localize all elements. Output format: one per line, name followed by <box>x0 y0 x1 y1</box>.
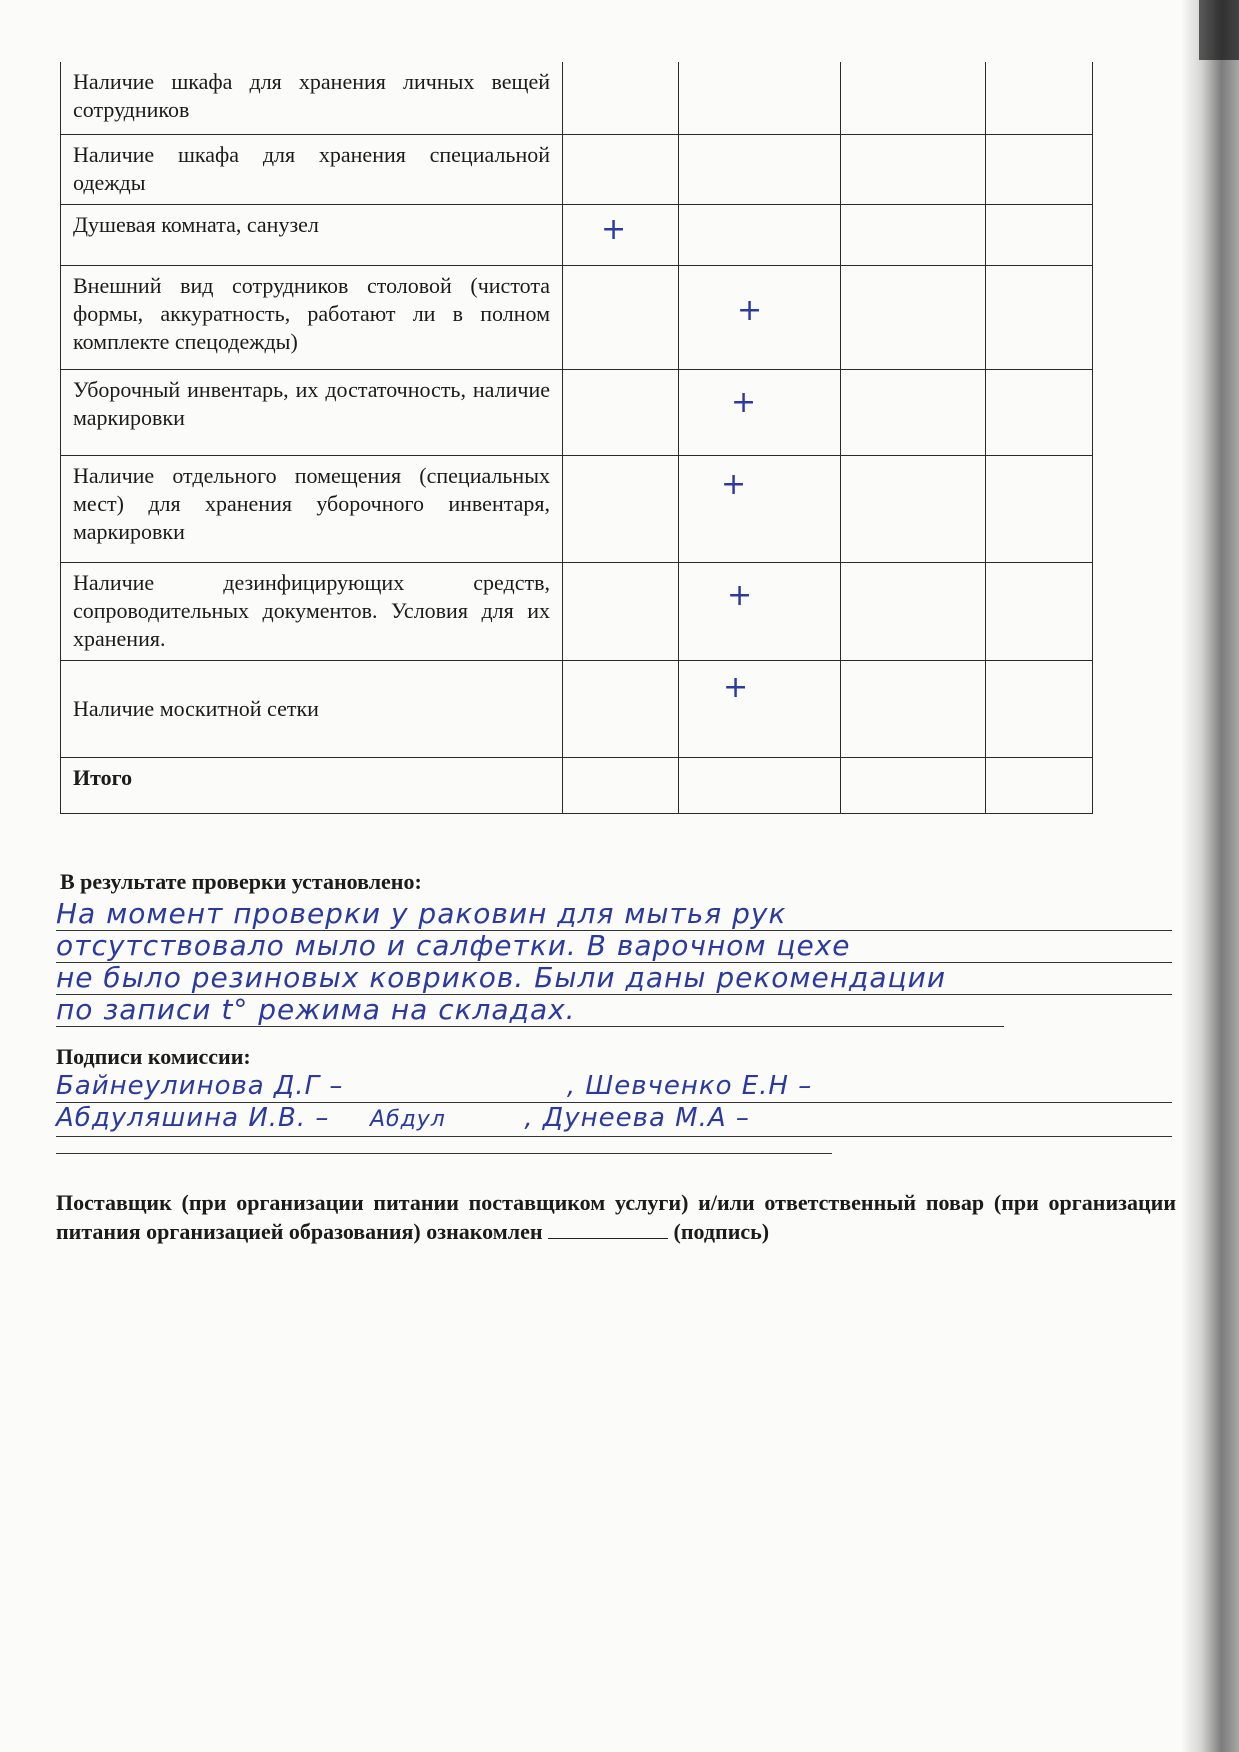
mark-cell <box>679 265 841 369</box>
mark-cell <box>841 62 986 134</box>
mark-cell <box>563 204 679 265</box>
checkmark: + <box>601 211 627 247</box>
criterion-label: Наличие шкафа для хранения специальной одежды <box>61 134 563 204</box>
mark-cell <box>841 369 986 455</box>
mark-cell <box>563 455 679 562</box>
signature-member-3: Абдуляшина И.В. – <box>56 1103 330 1133</box>
table-row <box>61 455 1093 562</box>
table-row <box>61 204 1093 265</box>
checkmark: + <box>721 466 747 502</box>
signature-member-1: Байнеулинова Д.Г – <box>56 1071 344 1101</box>
mark-cell <box>563 562 679 660</box>
table-row <box>61 265 1093 369</box>
findings-line-4: по записи t° режима на складах. <box>56 994 1004 1027</box>
checkmark: + <box>723 669 749 705</box>
scan-shadow-corner <box>1199 0 1239 60</box>
table-row <box>61 757 1093 813</box>
findings-line-2: отсутствовало мыло и салфетки. В варочном цехе <box>56 930 1172 963</box>
mark-cell <box>986 265 1093 369</box>
mark-cell <box>563 62 679 134</box>
supplier-signature-caption: (подпись) <box>673 1219 770 1244</box>
mark-cell <box>841 204 986 265</box>
checkmark: + <box>737 292 763 328</box>
signature-member-2: , Шевченко Е.Н – <box>566 1071 813 1101</box>
table-row <box>61 562 1093 660</box>
supplier-text: Поставщик (при организации питании поставщиком услуги) и/или ответственный повар (при организации питания организацией образования) ознакомлен <box>56 1190 1176 1244</box>
checklist-table <box>60 62 1093 814</box>
mark-cell <box>563 660 679 757</box>
criterion-label: Внешний вид сотрудников столовой (чистота формы, аккуратность, работают ли в полном комплекте спецодежды) <box>61 265 563 369</box>
mark-cell <box>986 134 1093 204</box>
mark-cell <box>679 134 841 204</box>
table-row <box>61 134 1093 204</box>
mark-cell <box>841 265 986 369</box>
criterion-label: Наличие дезинфицирующих средств, сопроводительных документов. Условия для их хранения. <box>61 562 563 660</box>
mark-cell <box>679 204 841 265</box>
criterion-label: Наличие отдельного помещения (специальных мест) для хранения уборочного инвентаря, маркировки <box>61 455 563 562</box>
criterion-label: Итого <box>61 757 563 813</box>
mark-cell <box>986 455 1093 562</box>
signatures-heading: Подписи комиссии: <box>56 1044 251 1069</box>
mark-cell <box>841 134 986 204</box>
findings-line-3: не было резиновых ковриков. Были даны рекомендации <box>56 962 1172 995</box>
mark-cell <box>679 660 841 757</box>
mark-cell <box>986 204 1093 265</box>
table-row <box>61 62 1093 134</box>
signature-line-3 <box>56 1153 832 1154</box>
mark-cell <box>841 660 986 757</box>
mark-cell <box>563 369 679 455</box>
mark-cell <box>841 455 986 562</box>
mark-cell <box>563 757 679 813</box>
findings-heading: В результате проверки установлено: <box>60 869 422 894</box>
supplier-acknowledgement <box>56 1188 1176 1246</box>
signature-member-4: , Дунеева М.А – <box>524 1103 750 1133</box>
table-row <box>61 660 1093 757</box>
scan-shadow <box>1181 0 1239 1752</box>
supplier-signature-blank <box>548 1220 668 1239</box>
criterion-label: Наличие москитной сетки <box>61 660 563 757</box>
mark-cell <box>986 660 1093 757</box>
checkmark: + <box>727 577 753 613</box>
mark-cell <box>986 562 1093 660</box>
mark-cell <box>986 62 1093 134</box>
mark-cell <box>563 265 679 369</box>
signature-line-2 <box>56 1102 1172 1137</box>
mark-cell <box>679 757 841 813</box>
checkmark: + <box>731 384 757 420</box>
mark-cell <box>986 757 1093 813</box>
mark-cell <box>679 369 841 455</box>
signature-line-1 <box>56 1070 1172 1103</box>
criterion-label: Уборочный инвентарь, их достаточность, наличие маркировки <box>61 369 563 455</box>
mark-cell <box>679 62 841 134</box>
mark-cell <box>563 134 679 204</box>
mark-cell <box>679 455 841 562</box>
mark-cell <box>986 369 1093 455</box>
findings-line-1: На момент проверки у раковин для мытья рук <box>56 898 1172 931</box>
criterion-label: Душевая комната, санузел <box>61 204 563 265</box>
table-row <box>61 369 1093 455</box>
criterion-label: Наличие шкафа для хранения личных вещей сотрудников <box>61 62 563 134</box>
mark-cell <box>841 562 986 660</box>
mark-cell <box>679 562 841 660</box>
handwritten-signature: Абдул <box>369 1107 446 1132</box>
mark-cell <box>841 757 986 813</box>
